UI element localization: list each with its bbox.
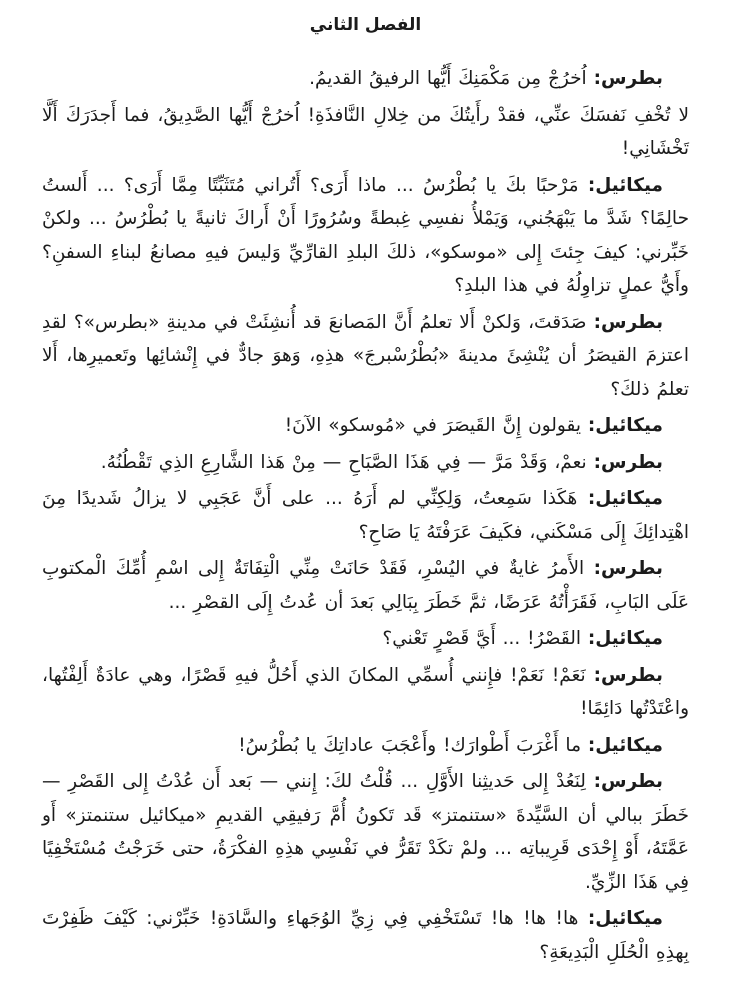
dialogue-paragraph	[42, 409, 689, 443]
speaker-name: بطرس:	[593, 68, 663, 89]
speaker-name: بطرس:	[593, 771, 663, 792]
dialogue-paragraph	[42, 729, 689, 763]
speaker-name: ميكائيل:	[587, 488, 663, 509]
dialogue-text: ما أَغْرَبَ أَطْوارَك! وأَعْجَبَ عاداتِكَ يا بُطْرُسُ!	[238, 734, 581, 756]
speaker-name: ميكائيل:	[587, 628, 663, 649]
speaker-name: بطرس:	[593, 664, 663, 686]
speaker-name: ميكائيل:	[587, 415, 663, 436]
dialogue-text: لا تُخْفِ نَفسَكَ عنِّي، فقدْ رأَيتُكَ من خِلالِ النَّافذَةِ! اُخرُجْ أَيُّها الصَّدِيقُ، فما أَجدَرَكَ أَلَّا تَخْشَانِي!	[42, 104, 689, 159]
dialogue-paragraph	[42, 306, 689, 407]
speaker-name: بطرس:	[593, 451, 663, 473]
dialogue-paragraph	[42, 622, 689, 656]
dialogue-text: الأَمرُ غايةٌ في اليُسْرِ، فَقَدْ حَانَتْ مِنِّي الْتِفَاتَةٌ إِلى اسْمِ أُمِّكَ الْمكتوبِ عَلَى البَابِ، فَقَرَأْتُهُ عَرَضًا، ثمَّ خَطَرَ بِبَالِي بَعدَ أن عُدتُ إِلَى القصْرِ ...	[42, 558, 689, 613]
dialogue-paragraph	[42, 169, 689, 303]
chapter-title: الفصل الثاني	[309, 15, 422, 35]
speaker-name: ميكائيل:	[587, 908, 663, 929]
speaker-name: بطرس:	[593, 311, 664, 333]
dialogue-paragraph	[42, 482, 689, 549]
dialogue-text: صَدَقتَ، وَلكنْ أَلا تعلمُ أَنَّ المَصانعَ قد أُنشِئَتْ في مدينةِ «بطرس»؟ لقدِ اعتزمَ القيصَرُ أن يُنْشِئَ مدينةَ «بُطْرُسْبرجَ» هذِهِ، وَهوَ جادٌّ في إِنْشائِها وتَعميرِها، أَلا تعلمُ ذلكَ؟	[42, 311, 689, 400]
dialogue-text: مَرْحبًا بكَ يا بُطْرُسُ ... ماذا أَرَى؟ أَتُراني مُتَثَبِّتًا مِمَّا أَرَى؟ ... أَلستُ حالِمًا؟ شَدَّ ما يَبْهَجُني، وَيَمْلأُ نفسِي غِبطةً وسُرُورًا أَنْ أَراكَ ثانيةً يا بُطْرُسُ ... ولكنْ خَبِّرني: كيفَ جِئتَ إِلى «موسكو»، ذلكَ البلدِ القارِّيِّ وَليسَ فيهِ مصانعُ لبناءِ السفنِ؟ وأَيُّ عملٍ تزاوِلُهُ في هذا البلدِ؟	[42, 174, 689, 296]
dialogue-text: نَعَمْ! نَعَمْ! فإِنني أُسمِّي المكانَ الذي أَحُلُّ فيهِ قَصْرًا، وهي عادَةٌ أَلِفْتُها، واعْتَدْتُها دَائِمًا!	[42, 664, 689, 719]
dialogue-paragraph	[42, 552, 689, 619]
dialogue-text: هَكَذا سَمِعتُ، وَلِكِنِّي لم أَرَهُ ... على أَنَّ عَجَبِي لا يزالُ شَديدًا مِنَ اهْتِدائِكَ إِلَى مَسْكَني، فكَيفَ عَرَفْتَهُ يَا صَاحِ؟	[42, 488, 689, 543]
dialogue-paragraph	[42, 99, 689, 166]
dialogue-paragraph	[42, 902, 689, 969]
dialogue-paragraph	[42, 765, 689, 899]
dialogue-paragraph	[42, 62, 689, 96]
dialogue-text: اُخرُجْ مِن مَكْمَنِكَ أَيُّها الرفيقُ القديمُ.	[309, 68, 587, 89]
dialogue-text: لِنَعُدْ إِلى حَديثِنا الأَوَّلِ ... قُلْتُ لكَ: إِنني — بَعد أَن عُدْتُ إِلى القَصْرِ — خَطَرَ ببالي أن السَّيِّدةَ «ستنمتز» قَد تَكونُ أُمَّ رَفيقِي القديمِ «ميكائيل ستنمتز» أَو عَمَّتَهُ، أَوْ إِحْدَى قَرِيباتِه ... ولمْ تكَدْ تَقَرُّ في نَفْسِي هذِهِ الفكْرَةُ، حتى خَرَجْتُ مُسْتَخْفِيًا فِي هَذَا الزِّيِّ.	[42, 771, 689, 893]
dialogue-text: يقولون إِنَّ القَيصَرَ في «مُوسكو» الآنَ!	[284, 415, 581, 436]
speaker-name: بطرس:	[593, 558, 663, 579]
dialogue-text: نعمْ، وَقَدْ مَرَّ — فِي هَذَا الصَّبَاحِ — مِنْ هَذا الشَّارِعِ الذِي تَقْطُنُهُ.	[100, 451, 587, 473]
dialogue-text: ها! ها! ها! تَسْتَخْفِي فِي زِيِّ الوُجَهاءِ والسَّادَةِ! خَبِّرْني: كَيْفَ ظَفِرْتَ بِهذِهِ الْحُلَلِ الْبَدِيعَةِ؟	[42, 908, 689, 963]
speaker-name: ميكائيل:	[587, 734, 663, 756]
dialogue-paragraph	[42, 659, 689, 726]
speaker-name: ميكائيل:	[587, 174, 663, 196]
dialogue-text: القَصْرُ! ... أَيَّ قَصْرٍ تَعْني؟	[382, 628, 581, 649]
dialogue-paragraph	[42, 446, 689, 480]
